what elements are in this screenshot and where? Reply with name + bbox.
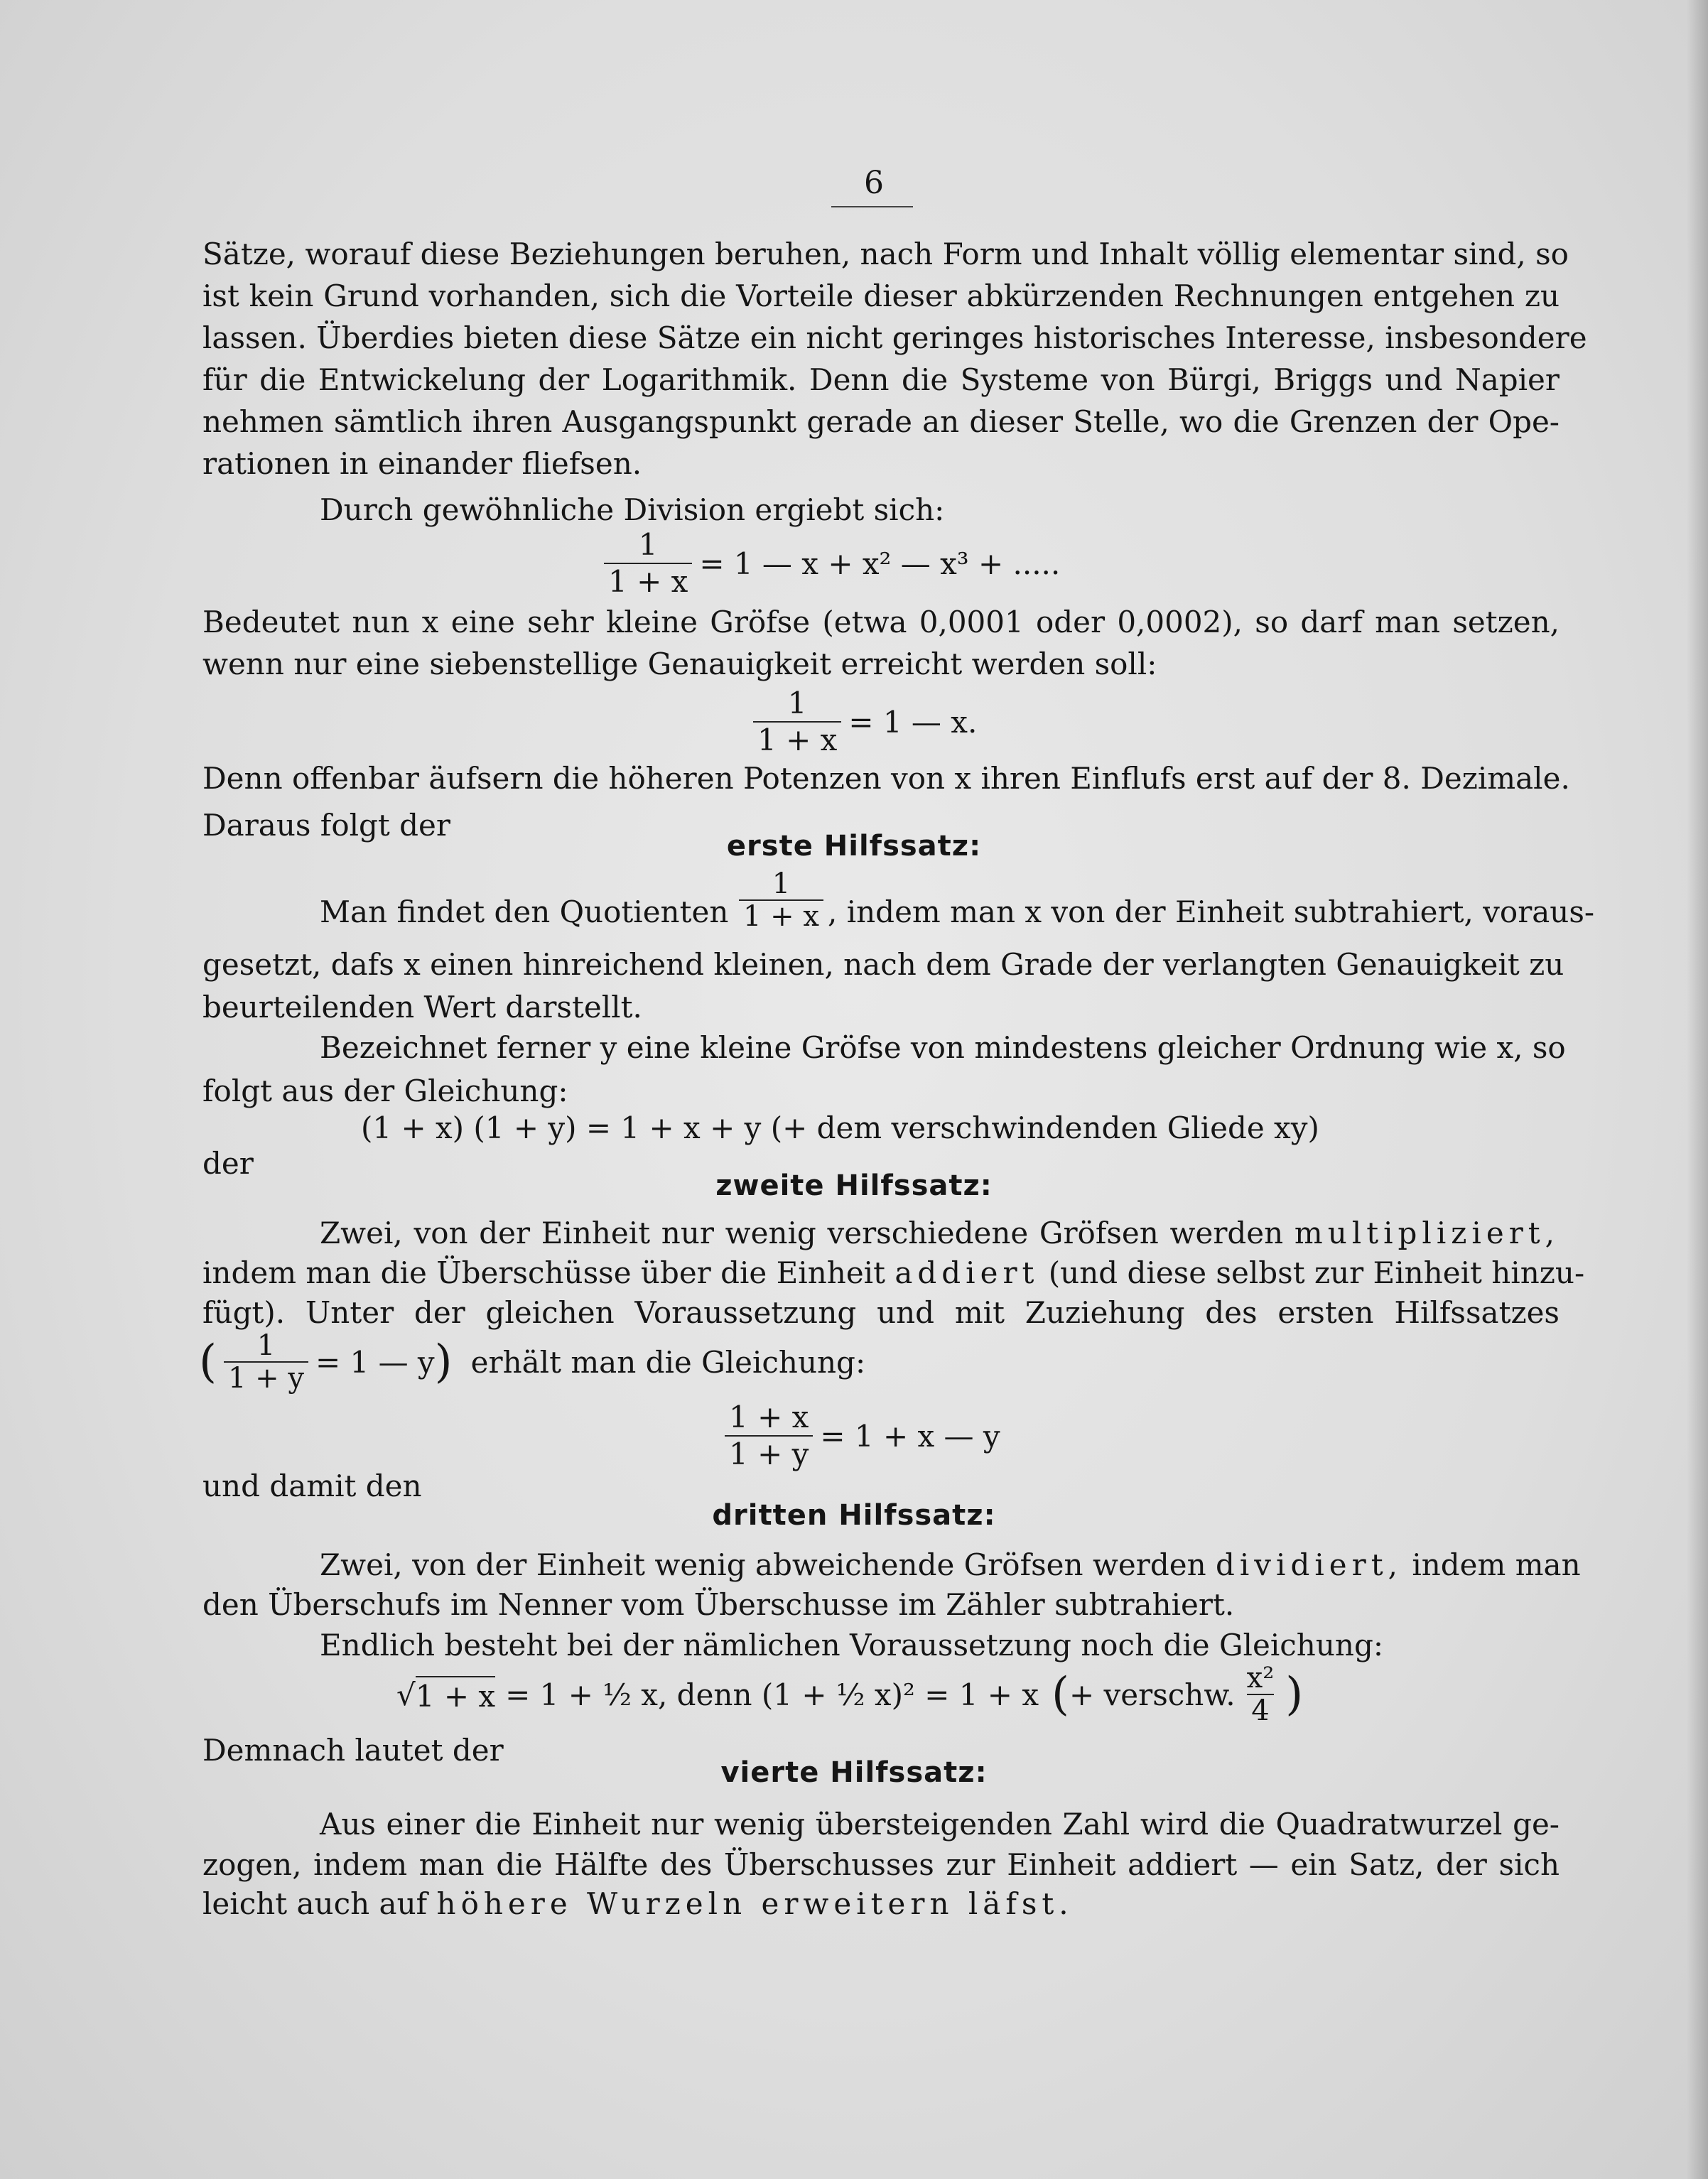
- text-line: wenn nur eine siebenstellige Genauigkeit erreicht werden soll:: [202, 647, 1157, 681]
- text-line: und damit den: [202, 1469, 422, 1503]
- text-line: , indem man x von der Einheit subtrahiert, voraus-: [828, 894, 1595, 929]
- text-line: der: [202, 1146, 254, 1181]
- formula-series: $\frac{1}{1 + x}$ = 1 — x + x² — x³ + .....: [597, 527, 1060, 600]
- formula-sqrt: √ 1 + x = 1 + ½ x, denn (1 + ½ x)² = 1 + x ( + verschw. $\frac{\text{x²}}{4}$ ): [396, 1662, 1304, 1727]
- fraction: $\frac{\text{x²}}{4}$: [1246, 1662, 1275, 1727]
- heading-vierte-hilfssatz: vierte Hilfssatz:: [720, 1756, 988, 1789]
- text-line: Endlich besteht bei der nämlichen Voraussetzung noch die Gleichung:: [320, 1628, 1383, 1662]
- text-line: folgt aus der Gleichung:: [202, 1074, 568, 1108]
- heading-erste-hilfssatz: erste Hilfssatz:: [726, 830, 982, 863]
- formula-quotient: $\frac{1 + x}{1 + y}$ = 1 + x — y: [718, 1400, 1000, 1472]
- text-line: Man findet den Quotienten: [320, 894, 729, 929]
- text-line: Bezeichnet ferner y eine kleine Gröfse von mindestens gleicher Ordnung wie x, so: [320, 1030, 1566, 1065]
- heading-dritten-hilfssatz: dritten Hilfssatz:: [712, 1499, 996, 1532]
- text-line: leicht auch auf höhere Wurzeln erweitern läfst.: [202, 1886, 1074, 1921]
- text-line: Demnach lautet der: [202, 1733, 504, 1768]
- text-line: Daraus folgt der: [202, 808, 450, 843]
- text-line: den Überschufs im Nenner vom Überschusse im Zähler subtrahiert.: [202, 1587, 1235, 1622]
- fraction: $\frac{1}{1 + x}$: [739, 868, 823, 932]
- fraction: $\frac{1}{1 + x}$: [604, 527, 692, 600]
- text-line: Zwei, von der Einheit wenig abweichende Gröfsen werden dividiert, indem man: [320, 1547, 1581, 1582]
- page-edge-shadow: [1687, 0, 1708, 2179]
- text-line: Durch gewöhnliche Division ergiebt sich:: [320, 492, 945, 527]
- page-number: 6: [864, 165, 884, 201]
- text-line: rationen in einander fliefsen.: [202, 446, 642, 481]
- fraction: $\frac{1}{1 + y}$: [224, 1330, 308, 1394]
- fraction: $\frac{1 + x}{1 + y}$: [725, 1400, 813, 1472]
- formula-approx: $\frac{1}{1 + x}$ = 1 — x.: [746, 686, 977, 758]
- text-line: Zwei, von der Einheit nur wenig verschiedene Gröfsen werden multipliziert,: [320, 1216, 1560, 1250]
- text-line: indem man die Überschüsse über die Einheit addiert (und diese selbst zur Einheit hinzu-: [202, 1255, 1585, 1290]
- text-line: Aus einer die Einheit nur wenig übersteigenden Zahl wird die Quadratwurzel ge-: [320, 1807, 1560, 1842]
- fraction: $\frac{1}{1 + x}$: [753, 686, 841, 758]
- text-line: beurteilenden Wert darstellt.: [202, 990, 642, 1024]
- text-line: fügt). Unter der gleichen Voraussetzung und mit Zuziehung des ersten Hilfssatzes: [202, 1295, 1560, 1330]
- text-line: nehmen sämtlich ihren Ausgangspunkt gerade an dieser Stelle, wo die Grenzen der Ope-: [202, 404, 1560, 439]
- text-line: gesetzt, dafs x einen hinreichend kleinen, nach dem Grade der verlangten Genauigkeit zu: [202, 947, 1564, 982]
- text-line: zogen, indem man die Hälfte des Überschusses zur Einheit addiert — ein Satz, der sich: [202, 1847, 1560, 1882]
- text-line: Sätze, worauf diese Beziehungen beruhen, nach Form und Inhalt völlig elementar sind, so: [202, 237, 1569, 271]
- page-number-rule: [831, 206, 913, 207]
- text-line: lassen. Überdies bieten diese Sätze ein nicht geringes historisches Interesse, insbesondere: [202, 320, 1587, 355]
- text-line: Bedeutet nun x eine sehr kleine Gröfse (etwa 0,0001 oder 0,0002), so darf man setzen,: [202, 605, 1560, 639]
- text-line: Denn offenbar äufsern die höheren Potenzen von x ihren Einflufs erst auf der 8. Dezimale.: [202, 761, 1570, 796]
- heading-zweite-hilfssatz: zweite Hilfssatz:: [715, 1169, 993, 1202]
- formula-product: (1 + x) (1 + y) = 1 + x + y (+ dem verschwindenden Gliede xy): [361, 1110, 1319, 1145]
- inline-fraction: [732, 868, 831, 932]
- formula-paren-hilfssatz: ( $\frac{1}{1 + y}$ = 1 — y ) erhält man die Gleichung:: [199, 1329, 866, 1395]
- text-line: für die Entwickelung der Logarithmik. Denn die Systeme von Bürgi, Briggs und Napier: [202, 362, 1560, 397]
- text-line: ist kein Grund vorhanden, sich die Vorteile dieser abkürzenden Rechnungen entgehen zu: [202, 279, 1560, 313]
